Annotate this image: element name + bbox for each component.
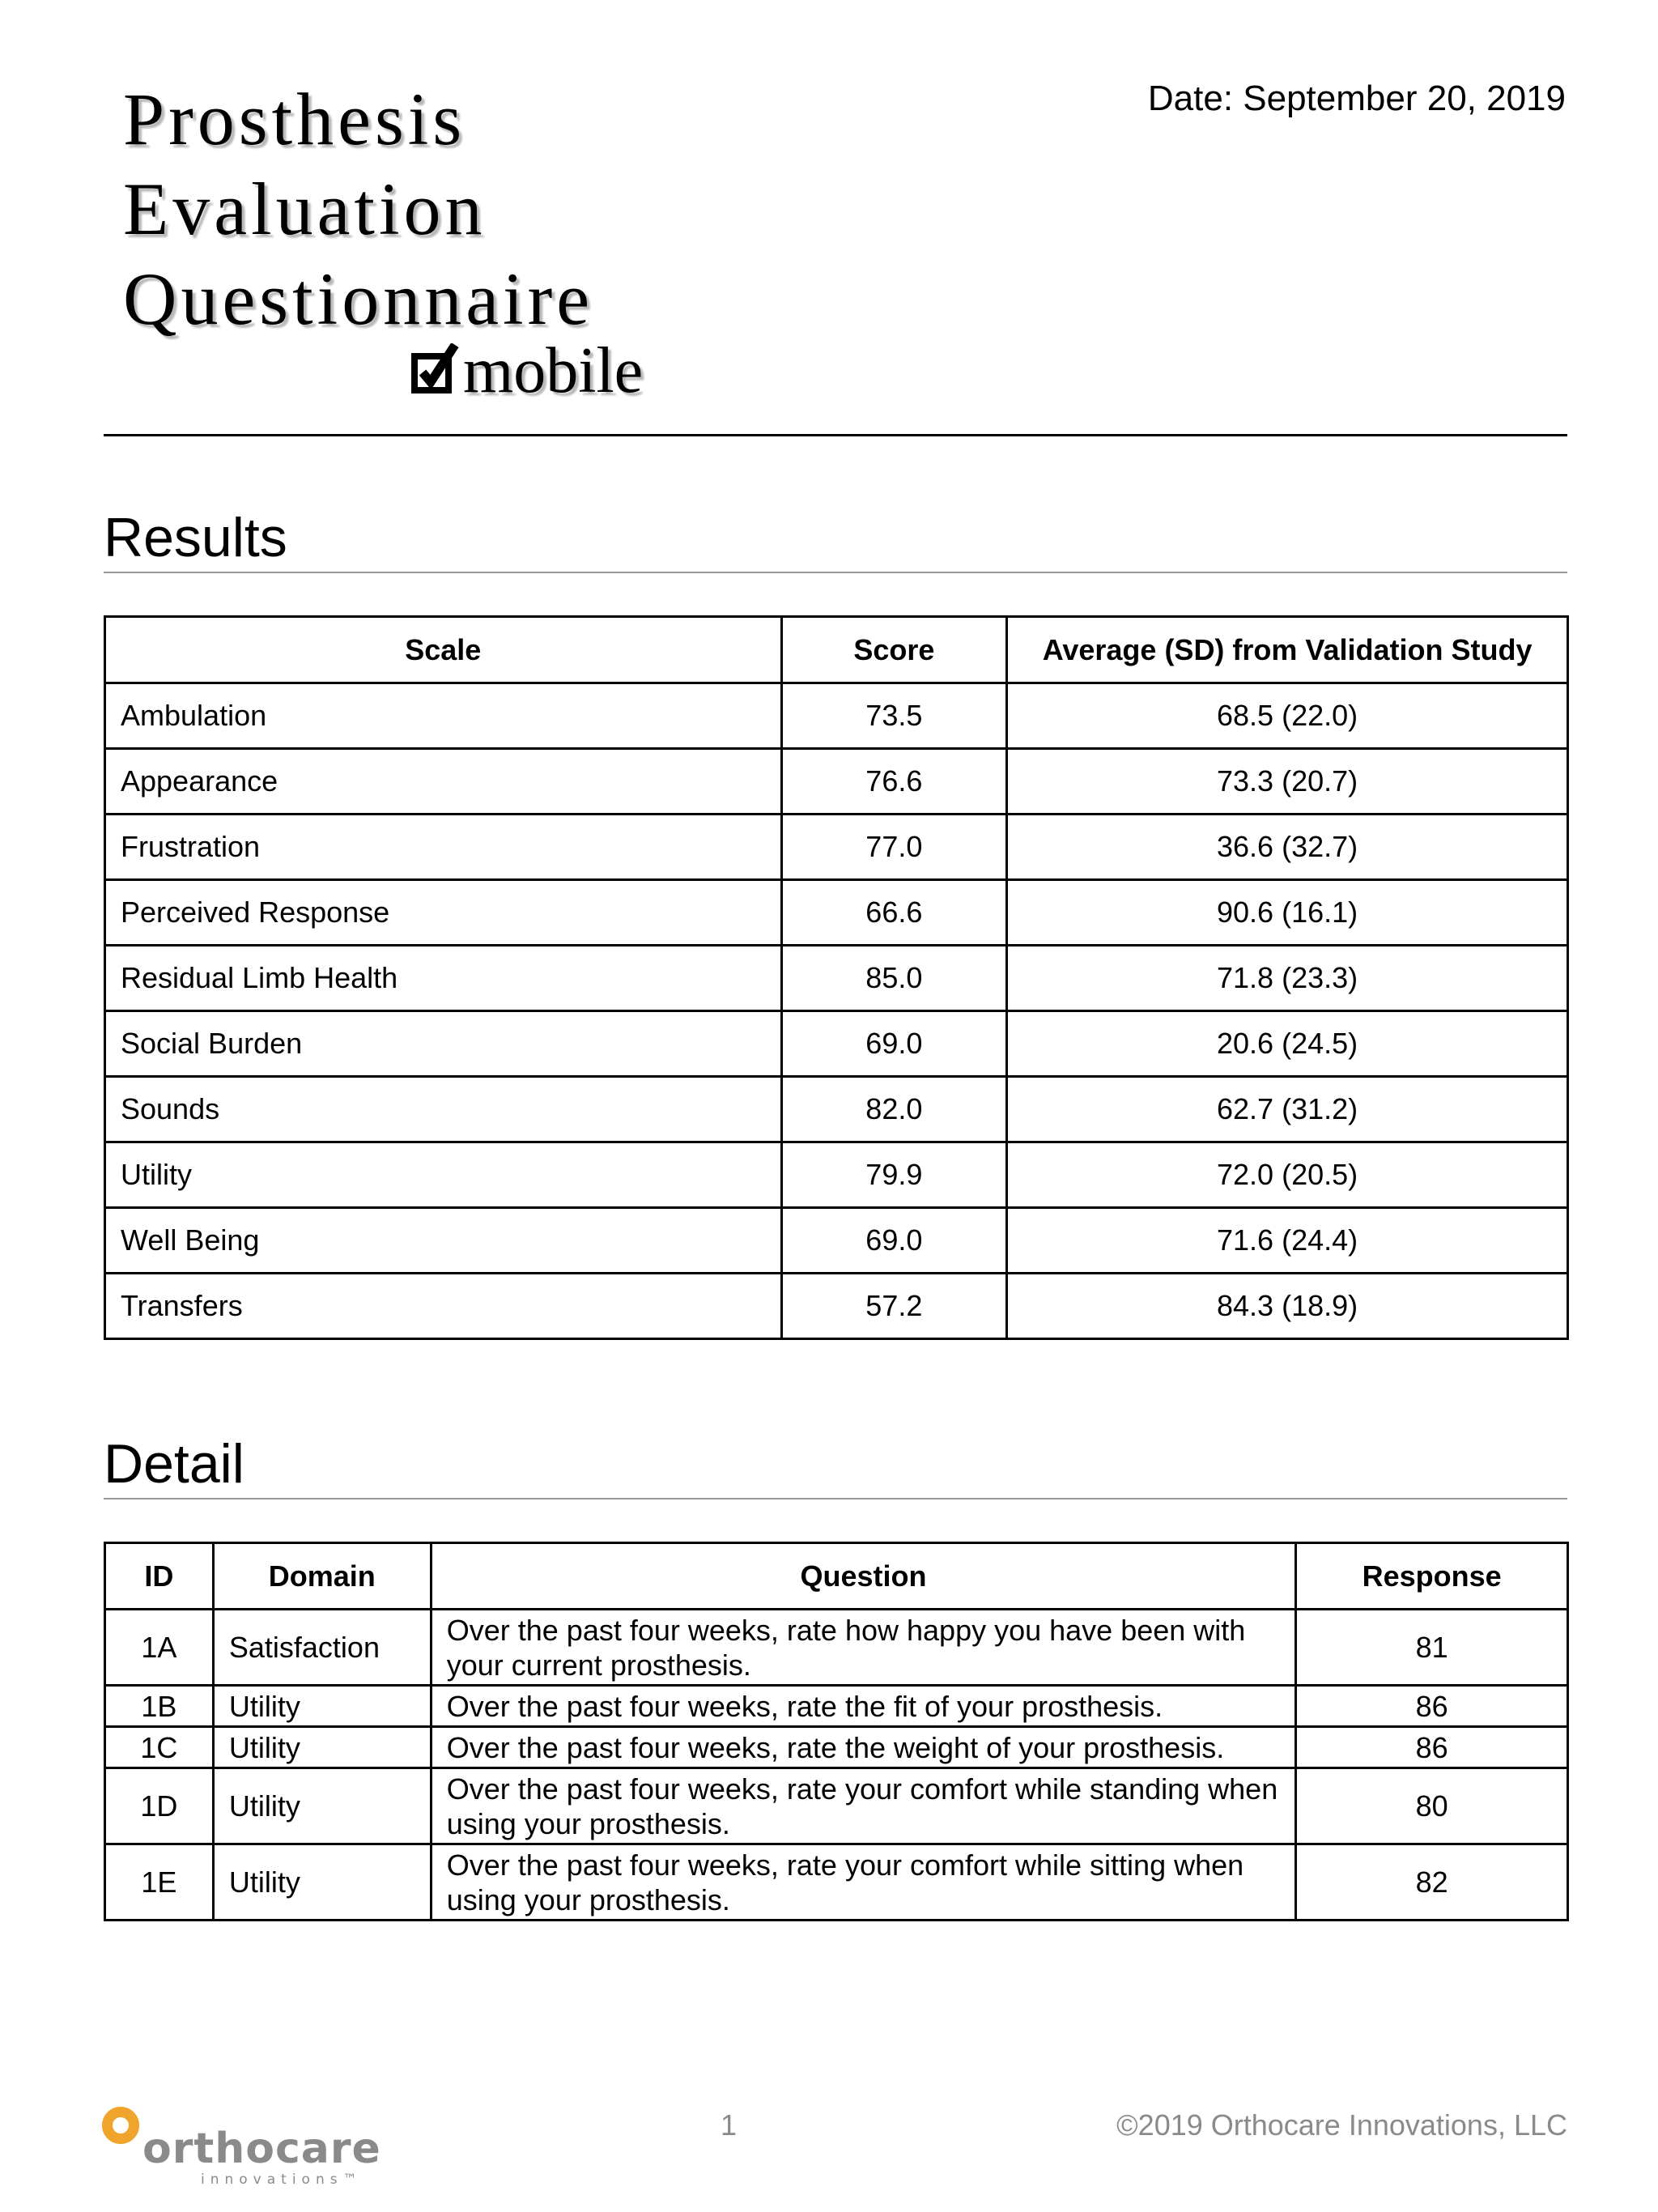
scale-cell: Social Burden [105,1011,782,1077]
results-row [105,749,1568,815]
response-cell: 86 [1296,1686,1568,1727]
detail-row [105,1686,1568,1727]
score-cell: 57.2 [781,1274,1007,1339]
id-cell: 1B [105,1686,214,1727]
detail-heading: Detail [104,1431,1567,1499]
average-cell: 36.6 (32.7) [1007,815,1568,880]
response-cell: 82 [1296,1844,1568,1921]
results-header-row [105,617,1568,683]
column-header-scale: Scale [105,617,782,683]
domain-cell: Utility [213,1768,431,1844]
question-cell: Over the past four weeks, rate your comfort while standing when using your prosthesis. [431,1768,1296,1844]
scale-cell: Sounds [105,1077,782,1142]
results-row [105,1142,1568,1208]
results-row [105,1077,1568,1142]
id-cell: 1A [105,1610,214,1686]
question-cell: Over the past four weeks, rate your comfort while sitting when using your prosthesis. [431,1844,1296,1921]
id-cell: 1C [105,1727,214,1768]
mobile-logo [411,335,644,406]
scale-cell: Ambulation [105,683,782,749]
report-date: Date: September 20, 2019 [1147,79,1566,118]
score-cell: 76.6 [781,749,1007,815]
header-divider [104,434,1567,436]
scale-cell: Perceived Response [105,880,782,946]
column-header-score: Score [781,617,1007,683]
results-row [105,1208,1568,1274]
score-cell: 69.0 [781,1208,1007,1274]
brand-name: orthocare [142,2125,381,2173]
orthocare-logo-icon [102,2107,139,2144]
scale-cell: Transfers [105,1274,782,1339]
detail-body [105,1610,1568,1921]
average-cell: 73.3 (20.7) [1007,749,1568,815]
detail-row [105,1610,1568,1686]
average-cell: 84.3 (18.9) [1007,1274,1568,1339]
results-row [105,683,1568,749]
checkbox-checked-icon [411,343,461,393]
domain-cell: Utility [213,1844,431,1921]
average-cell: 71.8 (23.3) [1007,946,1568,1011]
average-cell: 72.0 (20.5) [1007,1142,1568,1208]
results-row [105,946,1568,1011]
detail-row [105,1768,1568,1844]
scale-cell: Frustration [105,815,782,880]
score-cell: 66.6 [781,880,1007,946]
results-table [104,615,1569,1340]
column-header-question: Question [431,1543,1296,1610]
scale-cell: Appearance [105,749,782,815]
response-cell: 80 [1296,1768,1568,1844]
average-cell: 62.7 (31.2) [1007,1077,1568,1142]
column-header-domain: Domain [213,1543,431,1610]
scale-cell: Residual Limb Health [105,946,782,1011]
title-line: Evaluation [123,168,487,250]
score-cell: 85.0 [781,946,1007,1011]
detail-row [105,1844,1568,1921]
score-cell: 73.5 [781,683,1007,749]
mobile-label: mobile [463,335,644,406]
page-number: 1 [720,2108,738,2142]
average-cell: 90.6 (16.1) [1007,880,1568,946]
title-line: Prosthesis [123,78,466,160]
detail-table [104,1542,1569,1921]
column-header-id: ID [105,1543,214,1610]
average-cell: 68.5 (22.0) [1007,683,1568,749]
question-cell: Over the past four weeks, rate the weight of your prosthesis. [431,1727,1296,1768]
brand-tagline: innovations™ [201,2172,363,2188]
scale-cell: Well Being [105,1208,782,1274]
average-cell: 71.6 (24.4) [1007,1208,1568,1274]
question-cell: Over the past four weeks, rate the fit of your prosthesis. [431,1686,1296,1727]
score-cell: 69.0 [781,1011,1007,1077]
question-cell: Over the past four weeks, rate how happy you have been with your current prosthesis. [431,1610,1296,1686]
orthocare-logo [100,2105,381,2194]
score-cell: 82.0 [781,1077,1007,1142]
results-body [105,683,1568,1339]
results-row [105,880,1568,946]
domain-cell: Satisfaction [213,1610,431,1686]
column-header-response: Response [1296,1543,1568,1610]
scale-cell: Utility [105,1142,782,1208]
score-cell: 77.0 [781,815,1007,880]
results-row [105,1011,1568,1077]
average-cell: 20.6 (24.5) [1007,1011,1568,1077]
detail-row [105,1727,1568,1768]
score-cell: 79.9 [781,1142,1007,1208]
id-cell: 1D [105,1768,214,1844]
domain-cell: Utility [213,1686,431,1727]
results-row [105,1274,1568,1339]
copyright-notice: ©2019 Orthocare Innovations, LLC [1116,2108,1567,2142]
results-row [105,815,1568,880]
column-header-average: Average (SD) from Validation Study [1007,617,1568,683]
detail-header-row [105,1543,1568,1610]
title-line: Questionnaire [123,257,594,340]
results-heading: Results [104,505,1567,573]
id-cell: 1E [105,1844,214,1921]
response-cell: 81 [1296,1610,1568,1686]
response-cell: 86 [1296,1727,1568,1768]
questionnaire-title [123,74,593,344]
domain-cell: Utility [213,1727,431,1768]
